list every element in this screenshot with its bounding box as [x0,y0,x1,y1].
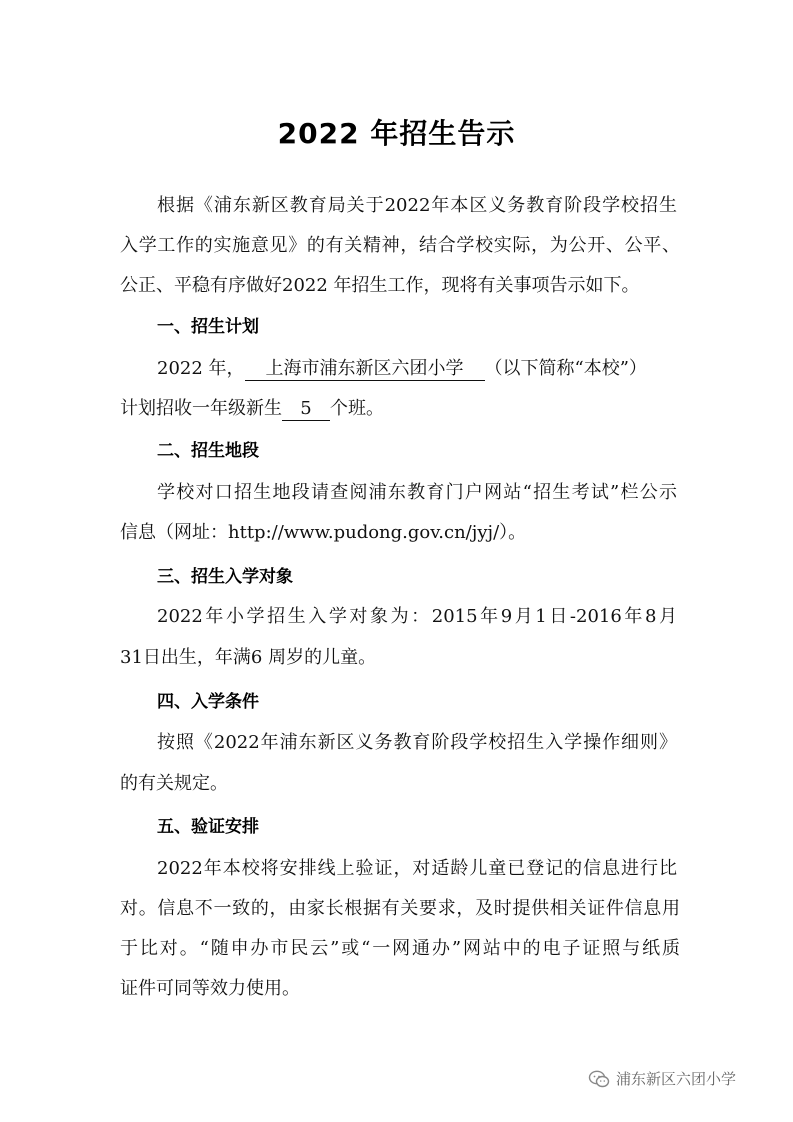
plan-prefix: 计划招收一年级新生 [120,398,282,419]
section-1-heading: 一、招生计划 [157,317,259,337]
section-3-line-1: 2022年小学招生入学对象为：2015年9月1日-2016年8月 [157,606,677,627]
section-5-line-3: 于比对。“随申办市民云”或“一网通办”网站中的电子证照与纸质 [120,938,680,959]
section-5-heading: 五、验证安排 [157,817,259,837]
section-2-line-1: 学校对口招生地段请查阅浦东教育门户网站“招生考试”栏公示 [157,482,677,503]
section-4-heading: 四、入学条件 [157,692,259,712]
class-count-field: 5 [282,398,330,421]
intro-line-3: 公正、平稳有序做好2022 年招生工作，现将有关事项告示如下。 [120,275,640,296]
section-3-line-2: 31日出生，年满6 周岁的儿童。 [120,647,377,668]
section-4-line-1: 按照《2022年浦东新区义务教育阶段学校招生入学操作细则》 [157,732,677,753]
wechat-icon [588,1069,610,1089]
school-name-field: 上海市浦东新区六团小学 [245,358,485,381]
section-4-line-2: 的有关规定。 [120,773,228,794]
section-5-line-1: 2022年本校将安排线上验证，对适龄儿童已登记的信息进行比 [157,858,677,879]
section-5-line-4: 证件可同等效力使用。 [120,978,300,999]
school-abbrev-note: （以下简称“本校”） [484,358,647,379]
watermark-text: 浦东新区六团小学 [616,1070,737,1088]
plan-year: 2022 年， [157,358,245,379]
section-3-heading: 三、招生入学对象 [157,567,293,587]
wechat-watermark [588,1068,736,1089]
intro-line-2: 入学工作的实施意见》的有关精神，结合学校实际，为公开、公平、 [120,235,680,256]
document-title: 2022 年招生告示 [277,117,516,150]
intro-line-1: 根据《浦东新区教育局关于2022年本区义务教育阶段学校招生 [157,195,677,216]
section-1-line-2 [120,396,680,422]
section-2-line-2: 信息（网址：http://www.pudong.gov.cn/jyj/）。 [120,522,527,543]
section-2-heading: 二、招生地段 [157,441,259,461]
section-5-line-2: 对。信息不一致的，由家长根据有关要求，及时提供相关证件信息用 [120,898,680,919]
plan-suffix: 个班。 [330,398,384,419]
section-1-line-1 [157,356,677,382]
